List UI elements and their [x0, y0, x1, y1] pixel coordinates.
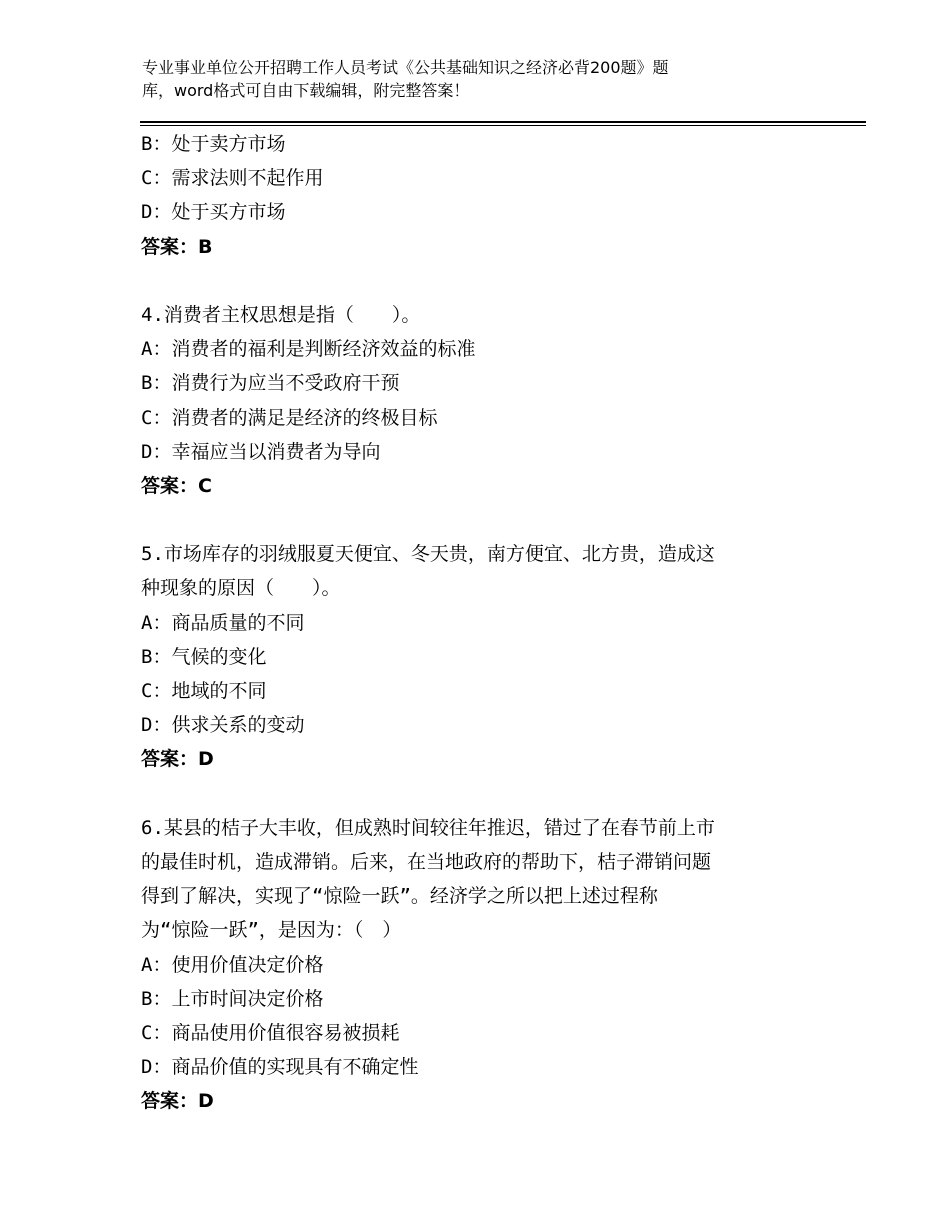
question-stem-line: 的最佳时机，造成滞销。后来，在当地政府的帮助下，桔子滞销问题 [141, 850, 712, 873]
spacer [141, 264, 841, 298]
question-stem-line: 6.某县的桔子大丰收，但成熟时间较往年推迟，错过了在春节前上市 [141, 816, 715, 839]
option-d: D：幸福应当以消费者为导向 [141, 440, 381, 463]
answer-label: 答案：B [141, 235, 213, 258]
question-3-continued [141, 127, 841, 264]
spacer [141, 777, 841, 811]
header-line-1: 专业事业单位公开招聘工作人员考试《公共基础知识之经济必背200题》题 [142, 58, 669, 77]
answer-label: 答案：C [141, 474, 212, 497]
header-line-2: 库，word格式可自由下载编辑，附完整答案！ [142, 81, 470, 100]
question-4 [141, 298, 841, 503]
option-b: B：气候的变化 [141, 645, 267, 668]
option-c: C：商品使用价值很容易被损耗 [141, 1021, 400, 1044]
option-d: D：供求关系的变动 [141, 714, 305, 737]
option-c: C：消费者的满足是经济的终极目标 [141, 406, 438, 429]
question-stem-line: 得到了解决，实现了“惊险一跃”。经济学之所以把上述过程称 [141, 885, 658, 908]
document-header [142, 56, 802, 102]
header-rule-thin [140, 125, 866, 126]
question-5 [141, 537, 841, 776]
option-a: A：商品质量的不同 [141, 611, 305, 634]
answer-label: 答案：D [141, 748, 214, 771]
question-6 [141, 811, 841, 1119]
spacer [141, 503, 841, 537]
option-a: A：使用价值决定价格 [141, 953, 324, 976]
option-b: B：处于卖方市场 [141, 133, 286, 155]
option-c: C：地域的不同 [141, 680, 267, 702]
document-body [141, 127, 841, 1118]
question-stem: 4.消费者主权思想是指（ ）。 [141, 303, 421, 326]
question-stem-line: 5.市场库存的羽绒服夏天便宜、冬天贵，南方便宜、北方贵，造成这 [141, 543, 715, 566]
header-rule-thick [140, 121, 866, 123]
question-stem-line: 种现象的原因（ ）。 [141, 577, 341, 600]
option-b: B：上市时间决定价格 [141, 987, 324, 1010]
option-b: B：消费行为应当不受政府干预 [141, 372, 400, 395]
option-c: C：需求法则不起作用 [141, 167, 324, 190]
answer-label: 答案：D [141, 1090, 214, 1113]
question-stem-line: 为“惊险一跃”，是因为：（ ） [141, 919, 402, 942]
option-d: D：商品价值的实现具有不确定性 [141, 1056, 419, 1079]
option-a: A：消费者的福利是判断经济效益的标准 [141, 338, 476, 361]
option-d: D：处于买方市场 [141, 201, 286, 224]
